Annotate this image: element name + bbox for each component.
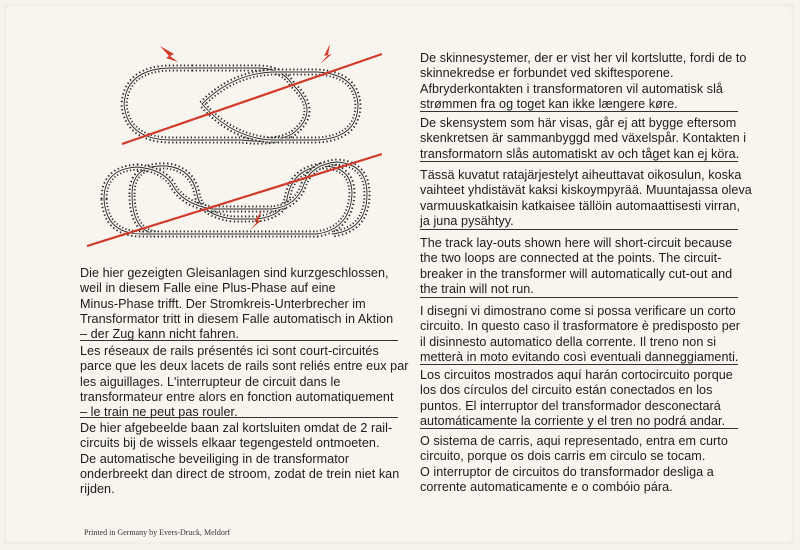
divider — [420, 428, 738, 429]
paragraph-finnish: Tässä kuvatut ratajärjestelyt aiheuttavat oikosulun, koska vaihteet yhdistävät kaksi kiskoympyrää. Muuntajassa oleva varmuuskatkaisin katkaisee tällöin automaattisesti virran, ja juna pysähtyy. — [420, 168, 752, 228]
paragraph-italian: I disegni vi dimostrano come si possa verificare un corto circuito. In questo caso il trasformatore è predisposto per il disinnesto automatico della corrente. Il treno non si metterà in moto evitando così eventuali danneggiamenti. — [420, 304, 741, 364]
paragraph-portuguese: O sistema de carris, aqui representado, entra em curto circuito, porque os dois carris em circulo se tocam. O interruptor de circuitos do transformador desliga a corrente automaticamente e o combóio pára. — [420, 434, 728, 494]
divider — [420, 297, 738, 298]
divider — [420, 161, 738, 162]
paragraph-danish: De skinnesystemer, der er vist her vil kortslutte, fordi de to skinnekredse er forbundet ved skiftesporene. Afbryderkontakten i transformatoren vil automatisk slå strømmen fra og toget kan ikke længere køre. — [420, 51, 747, 111]
divider — [80, 417, 398, 418]
paragraph-english: The track lay-outs shown here will short-circuit because the two loops are connected at the points. The circuit- breaker in the transformer will automatically cut-out and the train will not run. — [420, 236, 733, 296]
divider — [420, 111, 738, 112]
paragraph-swedish: De skensystem som här visas, går ej att bygge eftersom skenkretsen är sammanbyggd med växelspår. Kontakten i transformatorn slås automatiskt av och tåget kan ej köra. — [420, 116, 747, 161]
paragraph-dutch: De hier afgebeelde baan zal kortsluiten omdat de 2 rail- circuits bij de wissels elkaar tegengesteld ontmoeten. De automatische beveiliging in de transformator onderbreekt dan direct de stroom, zodat de trein niet kan rijden. — [80, 421, 400, 497]
spark-icon — [160, 46, 178, 62]
double-loop-track — [104, 162, 367, 234]
instruction-page — [4, 4, 794, 544]
divider — [420, 229, 738, 230]
paragraph-german: Die hier gezeigten Gleisanlagen sind kurzgeschlossen, weil in diesem Falle eine Plus-Phase auf eine Minus-Phase trifft. Der Stromkreis-Unterbrecher im Transformator tritt in diesem Falle automatisch in Aktion – der Zug kann nicht fahren. — [80, 266, 394, 342]
divider — [420, 364, 738, 365]
paragraph-spanish: Los circuitos mostrados aquí harán cortocircuito porque los dos círculos del circuito están conectados en los puntos. El interruptor del transformador desconectará automáticamente la corriente y el tren no podrá andar. — [420, 368, 733, 428]
track-layout-diagram — [82, 34, 382, 259]
spark-icon — [320, 44, 332, 64]
printer-credit: Printed in Germany by Evers-Druck, Meldorf — [84, 528, 231, 537]
divider — [80, 340, 398, 341]
paragraph-french: Les réseaux de rails présentés ici sont court-circuités parce que les deux lacets de rails sont reliés entre eux par les aiguillages. L'interrupteur de circuit dans le transformateur entre alors en fonction automatiquement – le train ne peut pas rouler. — [80, 344, 409, 420]
